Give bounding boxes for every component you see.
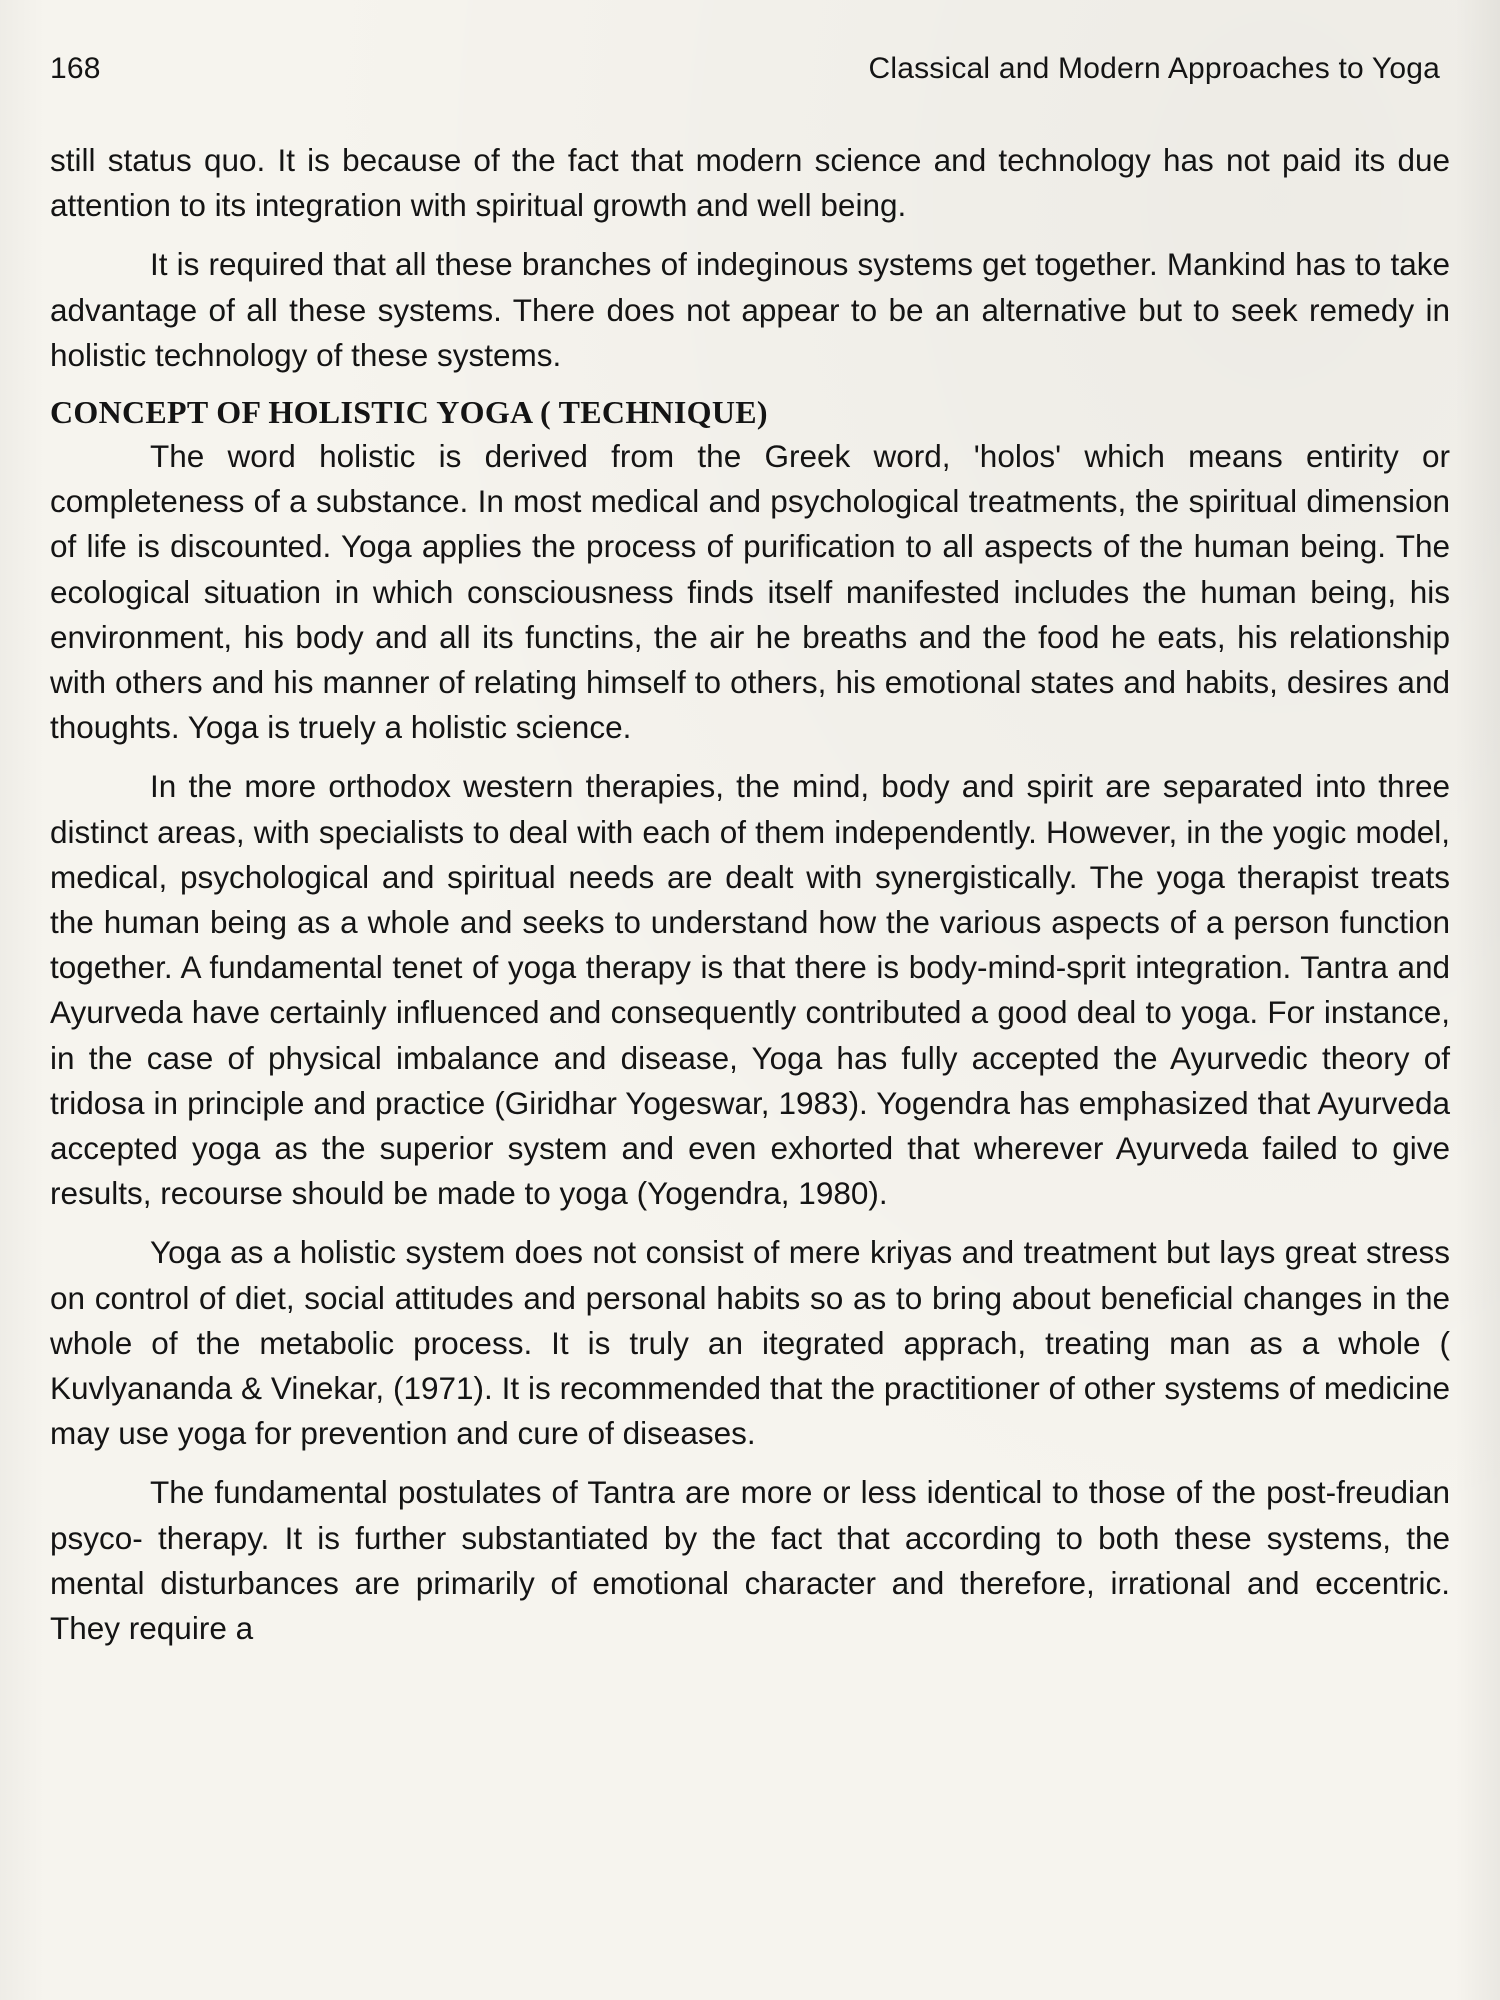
paragraph-indigenous-systems: It is required that all these branches of indeginous systems get together. Mankind has to take advantage of all these systems. There does not appear to be an alternative but to seek remedy in holistic technology of these systems. bbox=[50, 246, 1450, 373]
paragraph-western-therapies: In the more orthodox western therapies, the mind, body and spirit are separated into three distinct areas, with specialists to deal with each of them independently. However, in the yogic model, medical, psychological and spiritual needs are dealt with synergistically. The yoga therapist treats the human being as a whole and seeks to understand how the various aspects of a person function together. A fundamental tenet of yoga therapy is that there is body-mind-sprit integration. Tantra and Ayurveda have certainly influenced and consequently contributed a good deal to yoga. For instance, in the case of physical imbalance and disease, Yoga has fully accepted the Ayurvedic theory of tridosa in principle and practice (Giridhar Yogeswar, 1983). Yogendra has emphasized that Ayurveda accepted yoga as the superior system and even exhorted that wherever Ayurveda failed to give results, recourse should be made to yoga (Yogendra, 1980). bbox=[50, 768, 1450, 1212]
running-head bbox=[50, 52, 1450, 98]
book-title: Classical and Modern Approaches to Yoga bbox=[868, 52, 1440, 85]
page-number: 168 bbox=[50, 52, 101, 85]
section-heading: CONCEPT OF HOLISTIC YOGA ( TECHNIQUE) bbox=[50, 394, 768, 431]
body-text bbox=[50, 138, 1450, 1651]
paragraph-holistic-definition: The word holistic is derived from the Greek word, 'holos' which means entirity or completeness of a substance. In most medical and psychological treatments, the spiritual dimension of life is discounted. Yoga applies the process of purification to all aspects of the human being. The ecological situation in which consciousness finds itself manifested includes the human being, his environment, his body and all its functins, the air he breaths and the food he eats, his relationship with others and his manner of relating himself to others, his emotional states and habits, desires and thoughts. Yoga is truely a holistic science. bbox=[50, 438, 1450, 746]
paragraph-tantra-postulates: The fundamental postulates of Tantra are more or less identical to those of the post-freudian psyco- therapy. It is further substantiated by the fact that according to both these systems, the mental disturbances are primarily of emotional character and therefore, irrational and eccentric. They require a bbox=[50, 1474, 1450, 1647]
paragraph-continuation: still status quo. It is because of the fact that modern science and technology has not paid its due attention to its integration with spiritual growth and well being. bbox=[50, 142, 1450, 224]
paragraph-holistic-system: Yoga as a holistic system does not consist of mere kriyas and treatment but lays great stress on control of diet, social attitudes and personal habits so as to bring about beneficial changes in the whole of the metabolic process. It is truly an itegrated apprach, treating man as a whole ( Kuvlyananda & Vinekar, (1971). It is recommended that the practitioner of other systems of medicine may use yoga for prevention and cure of diseases. bbox=[50, 1234, 1450, 1452]
